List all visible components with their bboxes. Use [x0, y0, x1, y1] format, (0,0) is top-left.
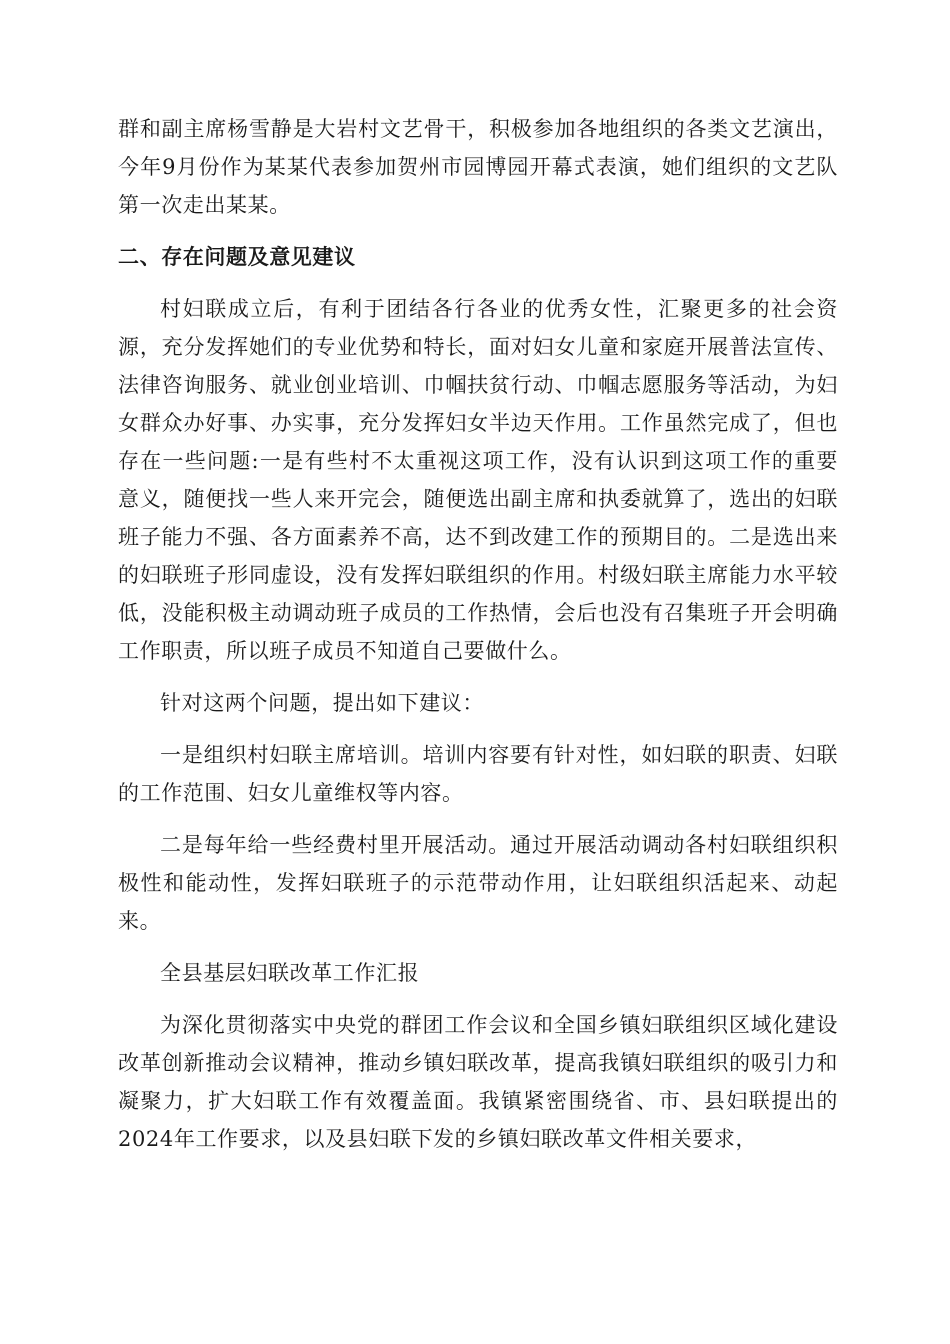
paragraph-report-intro: 为深化贯彻落实中央党的群团工作会议和全国乡镇妇联组织区域化建设改革创新推动会议精神，推动乡镇妇联改革，提高我镇妇联组织的吸引力和凝聚力，扩大妇联工作有效覆盖面。我镇紧密围绕省、市、县妇联提出的2024年工作要求，以及县妇联下发的乡镇妇联改革文件相关要求， [118, 1013, 838, 1151]
document-body [118, 110, 838, 1172]
section-heading: 二、存在问题及意见建议 [118, 245, 356, 269]
paragraph-problems: 村妇联成立后，有利于团结各行各业的优秀女性，汇聚更多的社会资源，充分发挥她们的专业优势和特长，面对妇女儿童和家庭开展普法宣传、法律咨询服务、就业创业培训、巾帼扶贫行动、巾帼志愿服务等活动，为妇女群众办好事、办实事，充分发挥妇女半边天作用。工作虽然完成了，但也存在一些问题:一是有些村不太重视这项工作，没有认识到这项工作的重要意义，随便找一些人来开完会，随便选出副主席和执委就算了，选出的妇联班子能力不强、各方面素养不高，达不到改建工作的预期目的。二是选出来的妇联班子形同虚设，没有发挥妇联组织的作用。村级妇联主席能力水平较低，没能积极主动调动班子成员的工作热情，会后也没有召集班子开会明确工作职责，所以班子成员不知道自己要做什么。 [118, 297, 838, 663]
paragraph-suggestion-two: 二是每年给一些经费村里开展活动。通过开展活动调动各村妇联组织积极性和能动性，发挥妇联班子的示范带动作用，让妇联组织活起来、动起来。 [118, 833, 838, 933]
report-title: 全县基层妇联改革工作汇报 [160, 961, 420, 985]
paragraph-suggestion-one: 一是组织村妇联主席培训。培训内容要有针对性，如妇联的职责、妇联的工作范围、妇女儿童维权等内容。 [118, 743, 838, 805]
paragraph-continuation: 群和副主席杨雪静是大岩村文艺骨干，积极参加各地组织的各类文艺演出，今年9月份作为某某代表参加贺州市园博园开幕式表演，她们组织的文艺队第一次走出某某。 [118, 117, 838, 217]
paragraph-suggestion-intro: 针对这两个问题，提出如下建议： [160, 691, 484, 715]
